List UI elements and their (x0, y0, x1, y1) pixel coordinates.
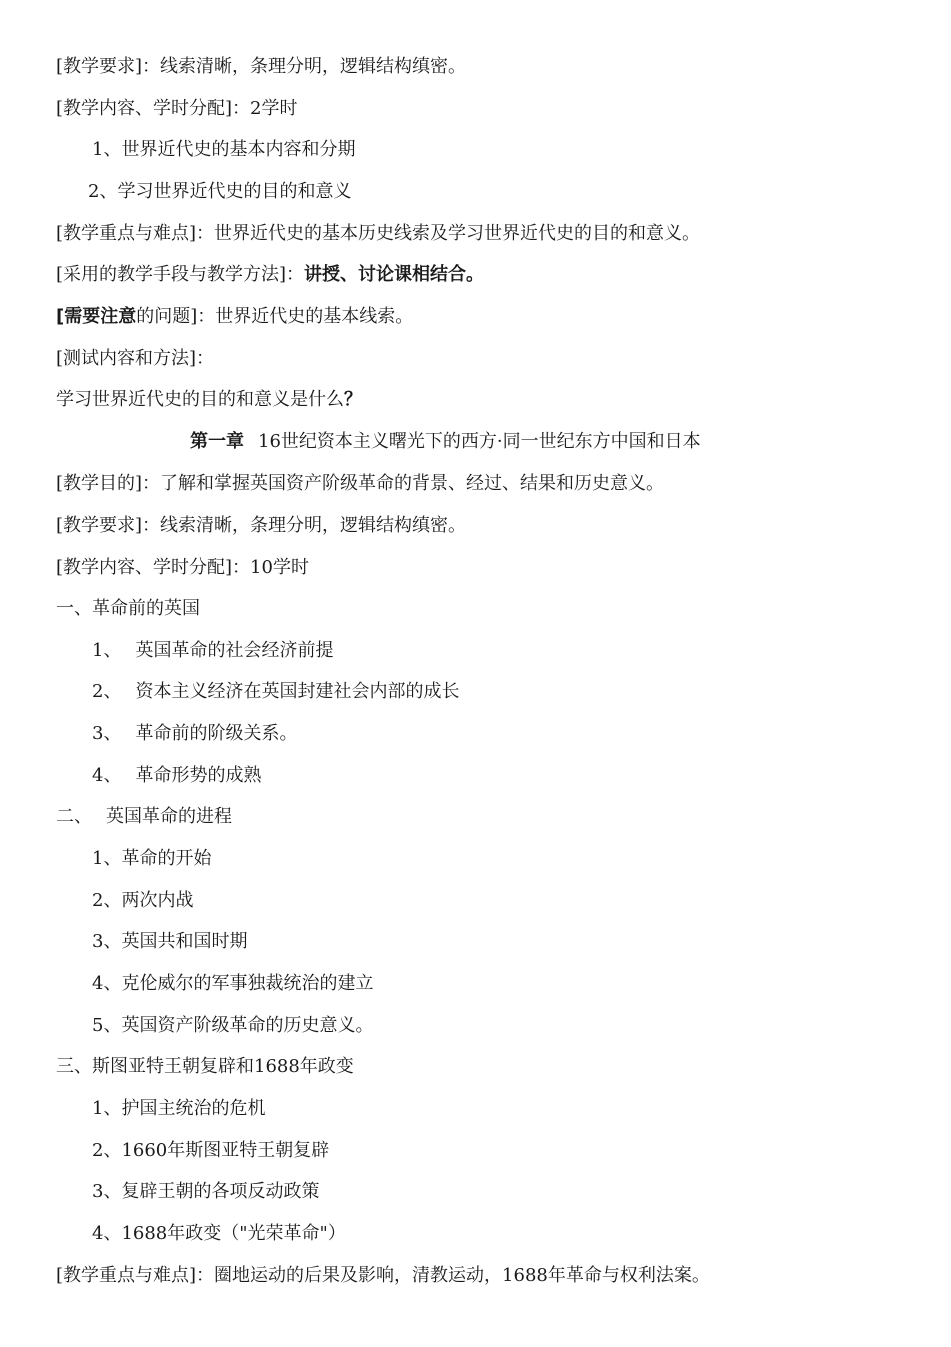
chapter-requirement: [教学要求]：线索清晰，条理分明，逻辑结构缜密。 (56, 515, 467, 536)
section-2-item: 5、英国资产阶级革命的历史意义。 (92, 1015, 374, 1036)
section-3-title: 三、斯图亚特王朝复辟和1688年政变 (56, 1056, 354, 1077)
intro-test-label: [测试内容和方法]： (56, 348, 215, 369)
section-1-item: 4、 革命形势的成熟 (92, 765, 262, 786)
section-2-item: 3、英国共和国时期 (92, 931, 248, 952)
intro-method-value: 讲授、讨论课相结合。 (304, 264, 485, 285)
intro-method-label: [采用的教学手段与教学方法]： (56, 264, 305, 285)
chapter-keypoints: [教学重点与难点]：圈地运动的后果及影响，清教运动，1688年革命与权利法案。 (56, 1265, 710, 1286)
section-2-item: 2、两次内战 (92, 890, 194, 911)
intro-test-question (56, 388, 362, 412)
section-3-item: 4、1688年政变（"光荣革命"） (92, 1223, 346, 1244)
intro-test-question-mark: ？ (344, 389, 362, 410)
section-3-item: 3、复辟王朝的各项反动政策 (92, 1181, 320, 1202)
section-1-title: 一、革命前的英国 (56, 598, 200, 619)
intro-keypoints: [教学重点与难点]：世界近代史的基本历史线索及学习世界近代史的目的和意义。 (56, 223, 701, 244)
intro-item-1: 1、世界近代史的基本内容和分期 (92, 139, 356, 160)
chapter-title-number: 第一章 (190, 431, 244, 452)
intro-attention-rest: 的问题]：世界近代史的基本线索。 (136, 306, 414, 327)
chapter-title-text: 16世纪资本主义曙光下的西方·同一世纪东方中国和日本 (258, 431, 701, 452)
intro-content-hours: [教学内容、学时分配]：2学时 (56, 98, 298, 119)
intro-item-2: 2、学习世界近代史的目的和意义 (88, 181, 352, 202)
intro-attention-bold: [需要注意 (56, 306, 137, 327)
section-2-title: 二、 英国革命的进程 (56, 806, 232, 827)
section-1-item: 2、 资本主义经济在英国封建社会内部的成长 (92, 681, 460, 702)
intro-requirement: [教学要求]：线索清晰，条理分明，逻辑结构缜密。 (56, 56, 467, 77)
section-3-item: 2、1660年斯图亚特王朝复辟 (92, 1140, 330, 1161)
section-1-item: 3、 革命前的阶级关系。 (92, 723, 298, 744)
chapter-content-hours: [教学内容、学时分配]：10学时 (56, 557, 309, 578)
section-3-item: 1、护国主统治的危机 (92, 1098, 266, 1119)
chapter-goal: [教学目的]：了解和掌握英国资产阶级革命的背景、经过、结果和历史意义。 (56, 473, 665, 494)
intro-method (56, 263, 484, 287)
section-2-item: 1、革命的开始 (92, 848, 212, 869)
chapter-title (190, 430, 701, 454)
intro-test-question-text: 学习世界近代史的目的和意义是什么 (56, 389, 344, 410)
intro-attention (56, 305, 413, 329)
section-1-item: 1、 英国革命的社会经济前提 (92, 640, 334, 661)
section-2-item: 4、克伦威尔的军事独裁统治的建立 (92, 973, 374, 994)
